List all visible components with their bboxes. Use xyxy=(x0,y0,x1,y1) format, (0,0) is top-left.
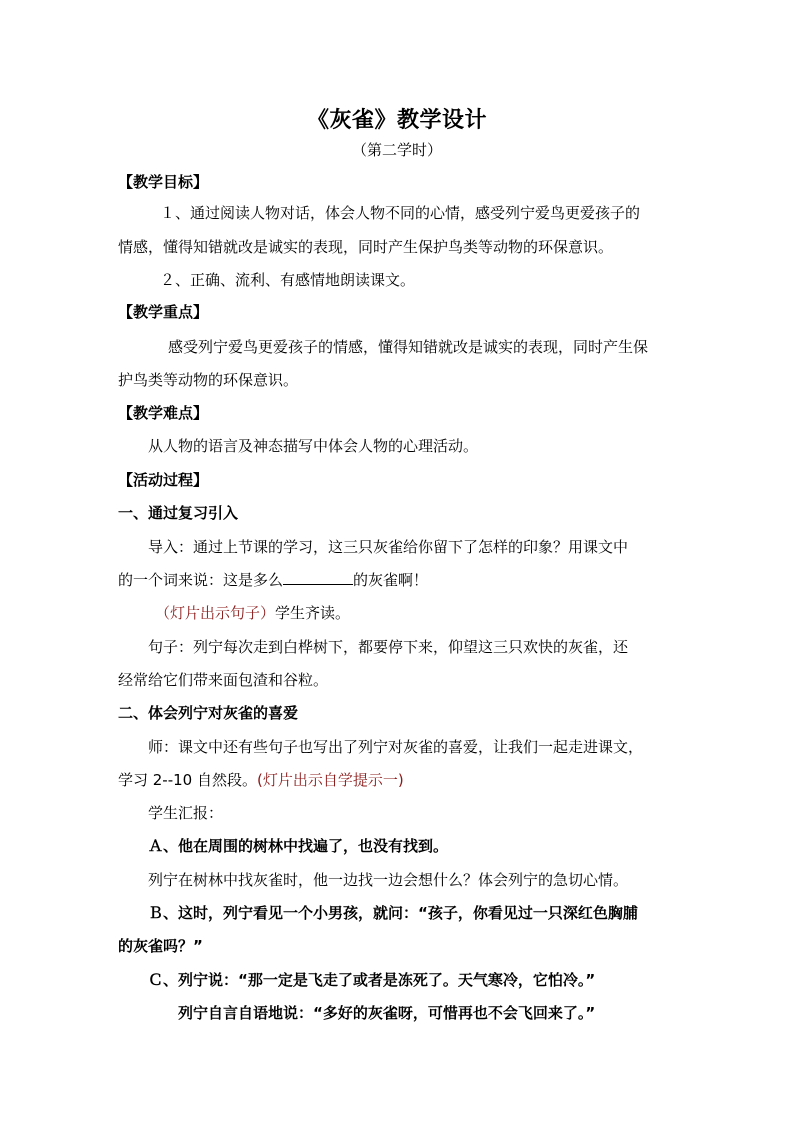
intro-line-2-start: 的一个词来说：这是多么 xyxy=(118,571,284,589)
goals-heading: 【教学目标】 xyxy=(118,173,209,191)
item-c: Ｃ、列宁说：“那一定是飞走了或者是冻死了。天气寒冷，它怕冷。” xyxy=(148,971,596,989)
self-study-slide-note: (灯片出示自学提示一) xyxy=(257,771,404,789)
fill-in-blank xyxy=(283,570,353,585)
intro-line-2-end: 的灰雀啊！ xyxy=(353,571,429,589)
intro-line-2 xyxy=(118,570,428,590)
difficulties-heading: 【教学难点】 xyxy=(118,404,209,422)
slide-note: （灯片出示句子） xyxy=(155,604,276,622)
section-2-heading: 二、体会列宁对灰雀的喜爱 xyxy=(118,704,299,722)
intro-line-1: 导入：通过上节课的学习，这三只灰雀给你留下了怎样的印象？用课文中 xyxy=(148,538,629,556)
sentence-line-1: 句子：列宁每次走到白桦树下，都要停下来，仰望这三只欢快的灰雀，还 xyxy=(148,638,629,656)
slide-note-rest: 学生齐读。 xyxy=(275,604,351,622)
item-d: 列宁自言自语地说：“多好的灰雀呀，可惜再也不会飞回来了。” xyxy=(178,1004,596,1022)
teacher-line-2 xyxy=(118,770,404,790)
key-points-line-1: 感受列宁爱鸟更爱孩子的情感，懂得知错就改是诚实的表现，同时产生保 xyxy=(168,338,649,356)
page-title: 《灰雀》教学设计 xyxy=(306,108,487,133)
slide-instruction xyxy=(155,603,350,623)
item-a-note: 列宁在树林中找灰雀时，他一边找一边会想什么？体会列宁的急切心情。 xyxy=(148,871,629,889)
item-b-line-1: Ｂ、这时，列宁看见一个小男孩，就问：“孩子，你看见过一只深红色胸脯 xyxy=(148,904,638,922)
process-heading: 【活动过程】 xyxy=(118,471,209,489)
sentence-line-2: 经常给它们带来面包渣和谷粒。 xyxy=(118,671,329,689)
section-1-heading: 一、通过复习引入 xyxy=(118,504,239,522)
teacher-line-1: 师：课文中还有些句子也写出了列宁对灰雀的喜爱，让我们一起走进课文， xyxy=(148,738,644,756)
item-b-line-2: 的灰雀吗？” xyxy=(118,937,203,955)
difficulties-line-1: 从人物的语言及神态描写中体会人物的心理活动。 xyxy=(148,437,479,455)
student-report-label: 学生汇报： xyxy=(148,804,224,822)
key-points-line-2: 护鸟类等动物的环保意识。 xyxy=(118,371,299,389)
teacher-line-2-start: 学习 2--10 自然段。 xyxy=(118,771,257,789)
goal-1-line-2: 情感，懂得知错就改是诚实的表现，同时产生保护鸟类等动物的环保意识。 xyxy=(118,238,614,256)
page-subtitle: （第二学时） xyxy=(351,141,442,159)
key-points-heading: 【教学重点】 xyxy=(118,303,209,321)
goal-2: ２、正确、流利、有感情地朗读课文。 xyxy=(160,271,416,289)
goal-1-line-1: １、通过阅读人物对话，体会人物不同的心情，感受列宁爱鸟更爱孩子的 xyxy=(160,204,641,222)
item-a: Ａ、他在周围的树林中找遍了，也没有找到。 xyxy=(148,837,449,855)
